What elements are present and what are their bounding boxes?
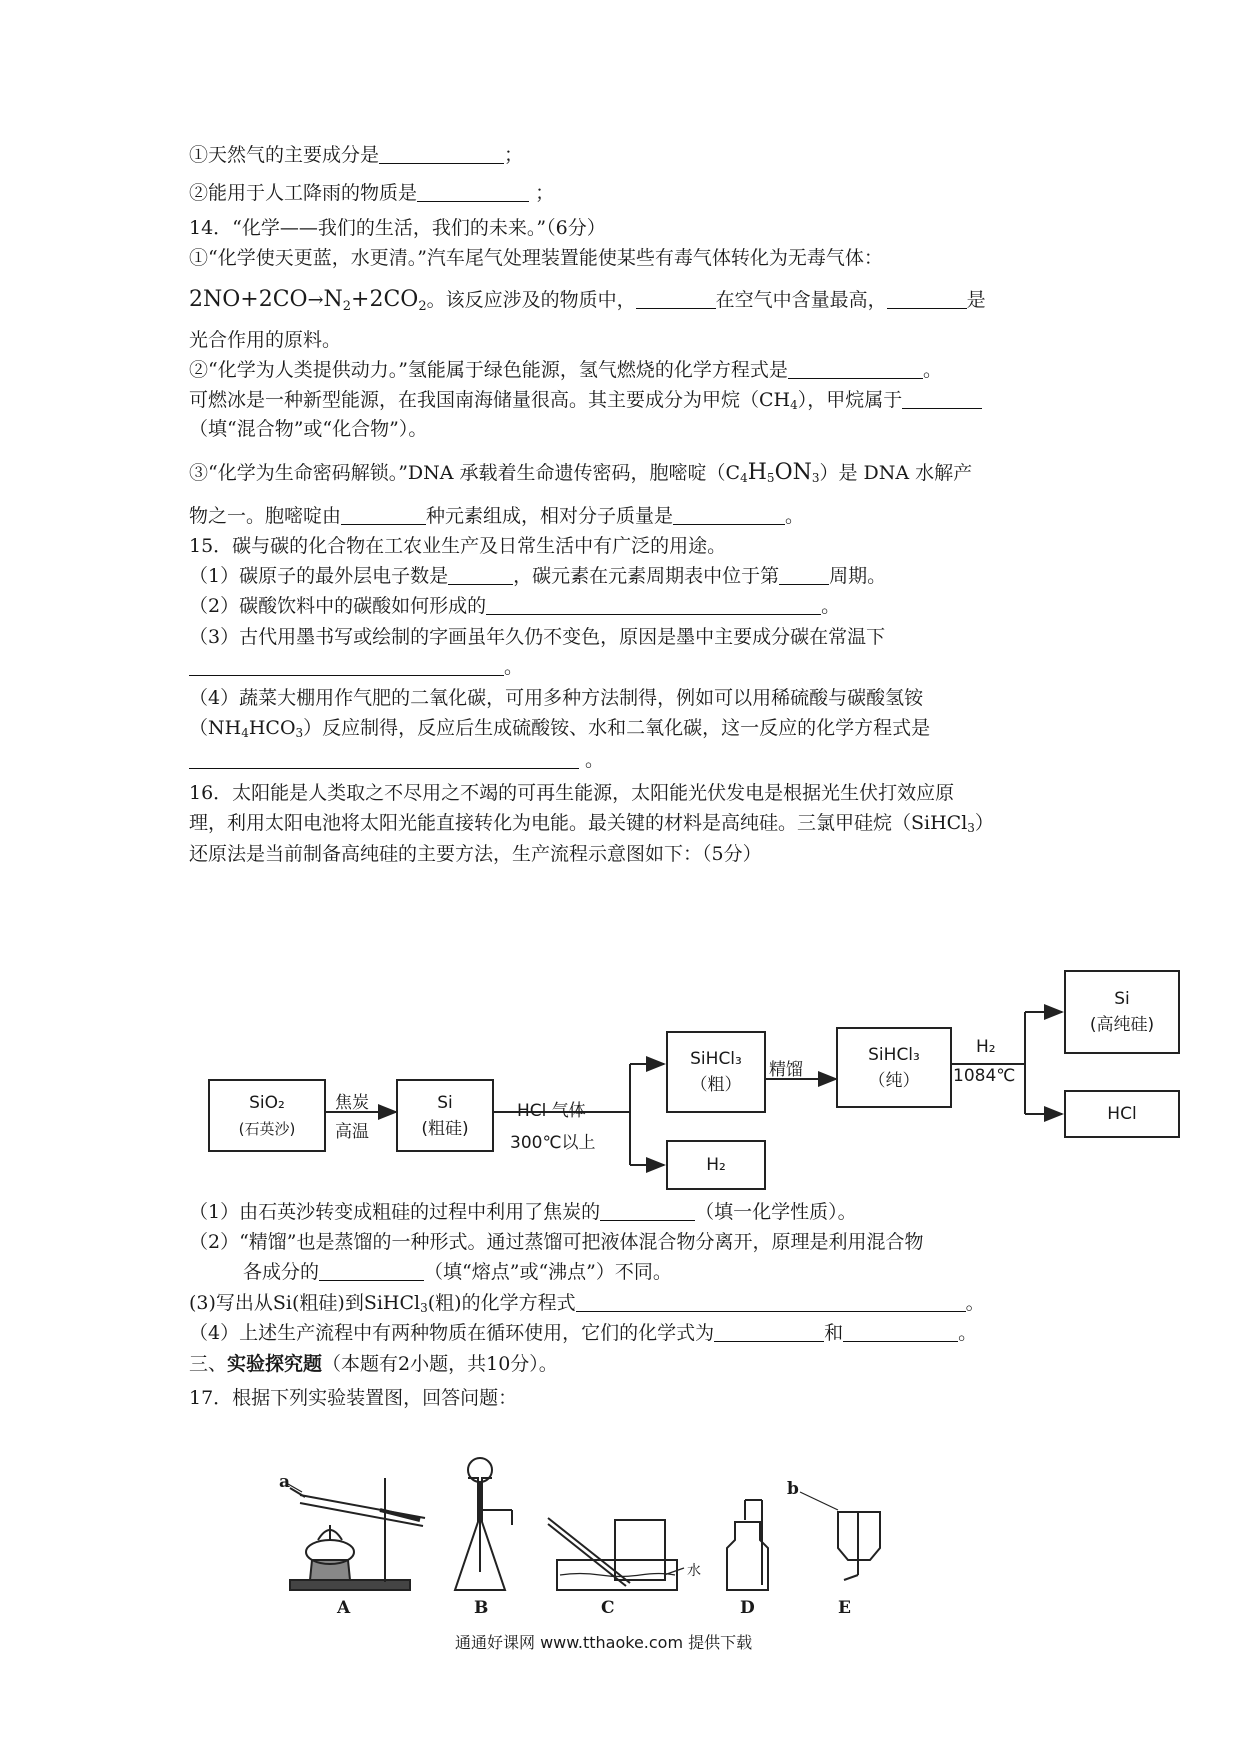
q14-p2b: 可燃冰是一种新型能源，在我国南海储量很高。其主要成分为甲烷（CH4），甲烷属于 <box>189 388 982 417</box>
q15-s3b: 。 <box>189 655 523 679</box>
q15-s4b: （NH4HCO3）反应制得，反应后生成硫酸铵、水和二氧化碳，这一反应的化学方程式是 <box>189 717 931 740</box>
answer-blank[interactable] <box>788 358 923 379</box>
label-apparatus-c: C <box>601 1598 615 1618</box>
answer-blank[interactable] <box>887 288 967 309</box>
flow-box-sio2: SiO₂ (石英沙) <box>208 1079 326 1152</box>
flow-label-1084c: 1084℃ <box>953 1066 1016 1086</box>
q16-s2b: 各成分的 （填“熔点”或“沸点”）不同。 <box>243 1261 672 1283</box>
label-apparatus-e: E <box>838 1598 851 1618</box>
q14-title: 14．“化学——我们的生活，我们的未来。”（6分） <box>189 217 606 239</box>
label-apparatus-b: B <box>474 1598 489 1618</box>
q17-title: 17．根据下列实验装置图，回答问题： <box>189 1387 518 1409</box>
flow-box-pure-si: Si (高纯硅) <box>1064 970 1180 1054</box>
answer-blank[interactable] <box>486 594 821 615</box>
q14-p3b: 物之一。胞嘧啶由 种元素组成，相对分子质量是 。 <box>189 505 805 527</box>
flow-label-distill: 精馏 <box>769 1060 803 1080</box>
q13-item1: ①天然气的主要成分是 ； <box>189 144 524 166</box>
apparatus-d <box>727 1500 768 1590</box>
q14-p1-intro: ①“化学使天更蓝，水更清。”汽车尾气处理装置能使某些有毒气体转化为无毒气体： <box>189 247 883 269</box>
answer-blank[interactable] <box>714 1321 824 1342</box>
q15-s2: （2）碳酸饮料中的碳酸如何形成的 。 <box>189 595 841 617</box>
answer-blank[interactable] <box>448 564 513 585</box>
q13-item2: ②能用于人工降雨的物质是 ； <box>189 182 555 204</box>
label-apparatus-a: A <box>337 1598 351 1618</box>
q16-line2: 理，利用太阳电池将太阳光能直接转化为电能。最关键的材料是高纯硅。三氯甲硅烷（SiHCl3） <box>189 812 994 835</box>
flow-label-h2: H₂ <box>976 1037 996 1057</box>
q15-s4a: （4）蔬菜大棚用作气肥的二氧化碳，可用多种方法制得，例如可以用稀硫酸与碳酸氢铵 <box>189 687 924 709</box>
answer-blank[interactable] <box>189 748 579 769</box>
answer-blank[interactable] <box>843 1321 958 1342</box>
label-b: b <box>787 1479 799 1499</box>
answer-blank[interactable] <box>576 1291 966 1312</box>
answer-blank[interactable] <box>341 504 426 525</box>
answer-blank[interactable] <box>902 388 982 409</box>
q16-s1: （1）由石英沙转变成粗硅的过程中利用了焦炭的 （填一化学性质）。 <box>189 1201 857 1223</box>
flow-box-hcl: HCl <box>1064 1090 1180 1138</box>
q15-s3a: （3）古代用墨书写或绘制的字画虽年久仍不变色，原因是墨中主要成分碳在常温下 <box>189 626 886 648</box>
q16-s4: （4）上述生产流程中有两种物质在循环使用，它们的化学式为 和 。 <box>189 1322 978 1344</box>
answer-blank[interactable] <box>636 288 716 309</box>
label-apparatus-d: D <box>740 1598 755 1618</box>
q14-p1-line2: 光合作用的原料。 <box>189 329 342 351</box>
q16-line1: 16．太阳能是人类取之不尽用之不竭的可再生能源，太阳能光伏发电是根据光生伏打效应原 <box>189 782 955 804</box>
answer-blank[interactable] <box>379 143 504 164</box>
answer-blank[interactable] <box>673 504 785 525</box>
flow-label-high-temp: 高温 <box>335 1122 369 1142</box>
flow-label-300c: 300℃以上 <box>510 1133 596 1153</box>
footer-download-note: 通通好课网 www.tthaoke.com 提供下载 <box>455 1633 753 1652</box>
q15-s4c: 。 <box>189 748 604 772</box>
flow-label-coke: 焦炭 <box>335 1093 369 1113</box>
answer-blank[interactable] <box>600 1200 695 1221</box>
flow-box-sihcl3-pure: SiHCl₃ （纯） <box>836 1027 952 1108</box>
section3-heading: 三、实验探究题（本题有2小题，共10分）。 <box>189 1353 558 1375</box>
q16-s3: (3)写出从Si(粗硅)到SiHCl3(粗)的化学方程式 。 <box>189 1292 985 1315</box>
q14-p3a: ③“化学为生命密码解锁。”DNA 承载着生命遗传密码，胞嘧啶（C4H5ON3）是 DNA 水解产 <box>189 460 973 485</box>
q15-title: 15．碳与碳的化合物在工农业生产及日常生活中有广泛的用途。 <box>189 535 727 557</box>
apparatus-c <box>548 1518 684 1590</box>
q15-s1: （1）碳原子的最外层电子数是 ，碳元素在元素周期表中位于第 周期。 <box>189 565 887 587</box>
answer-blank[interactable] <box>189 655 504 676</box>
q14-p2c: （填“混合物”或“化合物”）。 <box>189 418 428 440</box>
q14-p2a: ②“化学为人类提供动力。”氢能属于绿色能源，氢气燃烧的化学方程式是 。 <box>189 359 942 381</box>
q16-s2a: （2）“精馏”也是蒸馏的一种形式。通过蒸馏可把液体混合物分离开，原理是利用混合物 <box>189 1231 924 1253</box>
q16-line3: 还原法是当前制备高纯硅的主要方法，生产流程示意图如下：（5分） <box>189 843 762 865</box>
q14-p1-equation-line: $2NO+2CO\to N_2+2CO_2$。该反应涉及的物质中， 在空气中含量最高， 是 <box>189 287 986 314</box>
apparatus-b <box>455 1458 512 1590</box>
answer-blank[interactable] <box>319 1260 424 1281</box>
label-water: 水 <box>687 1563 701 1579</box>
flow-box-h2: H₂ <box>666 1140 766 1190</box>
label-a: a <box>279 1472 291 1492</box>
answer-blank[interactable] <box>417 181 529 202</box>
flow-box-crude-si: Si (粗硅) <box>396 1079 494 1152</box>
apparatus-e <box>800 1492 880 1580</box>
apparatus-a <box>290 1478 425 1590</box>
flow-box-sihcl3-crude: SiHCl₃ （粗） <box>666 1031 766 1113</box>
answer-blank[interactable] <box>779 564 829 585</box>
flow-label-hcl-gas: HCl 气体 <box>517 1101 586 1121</box>
